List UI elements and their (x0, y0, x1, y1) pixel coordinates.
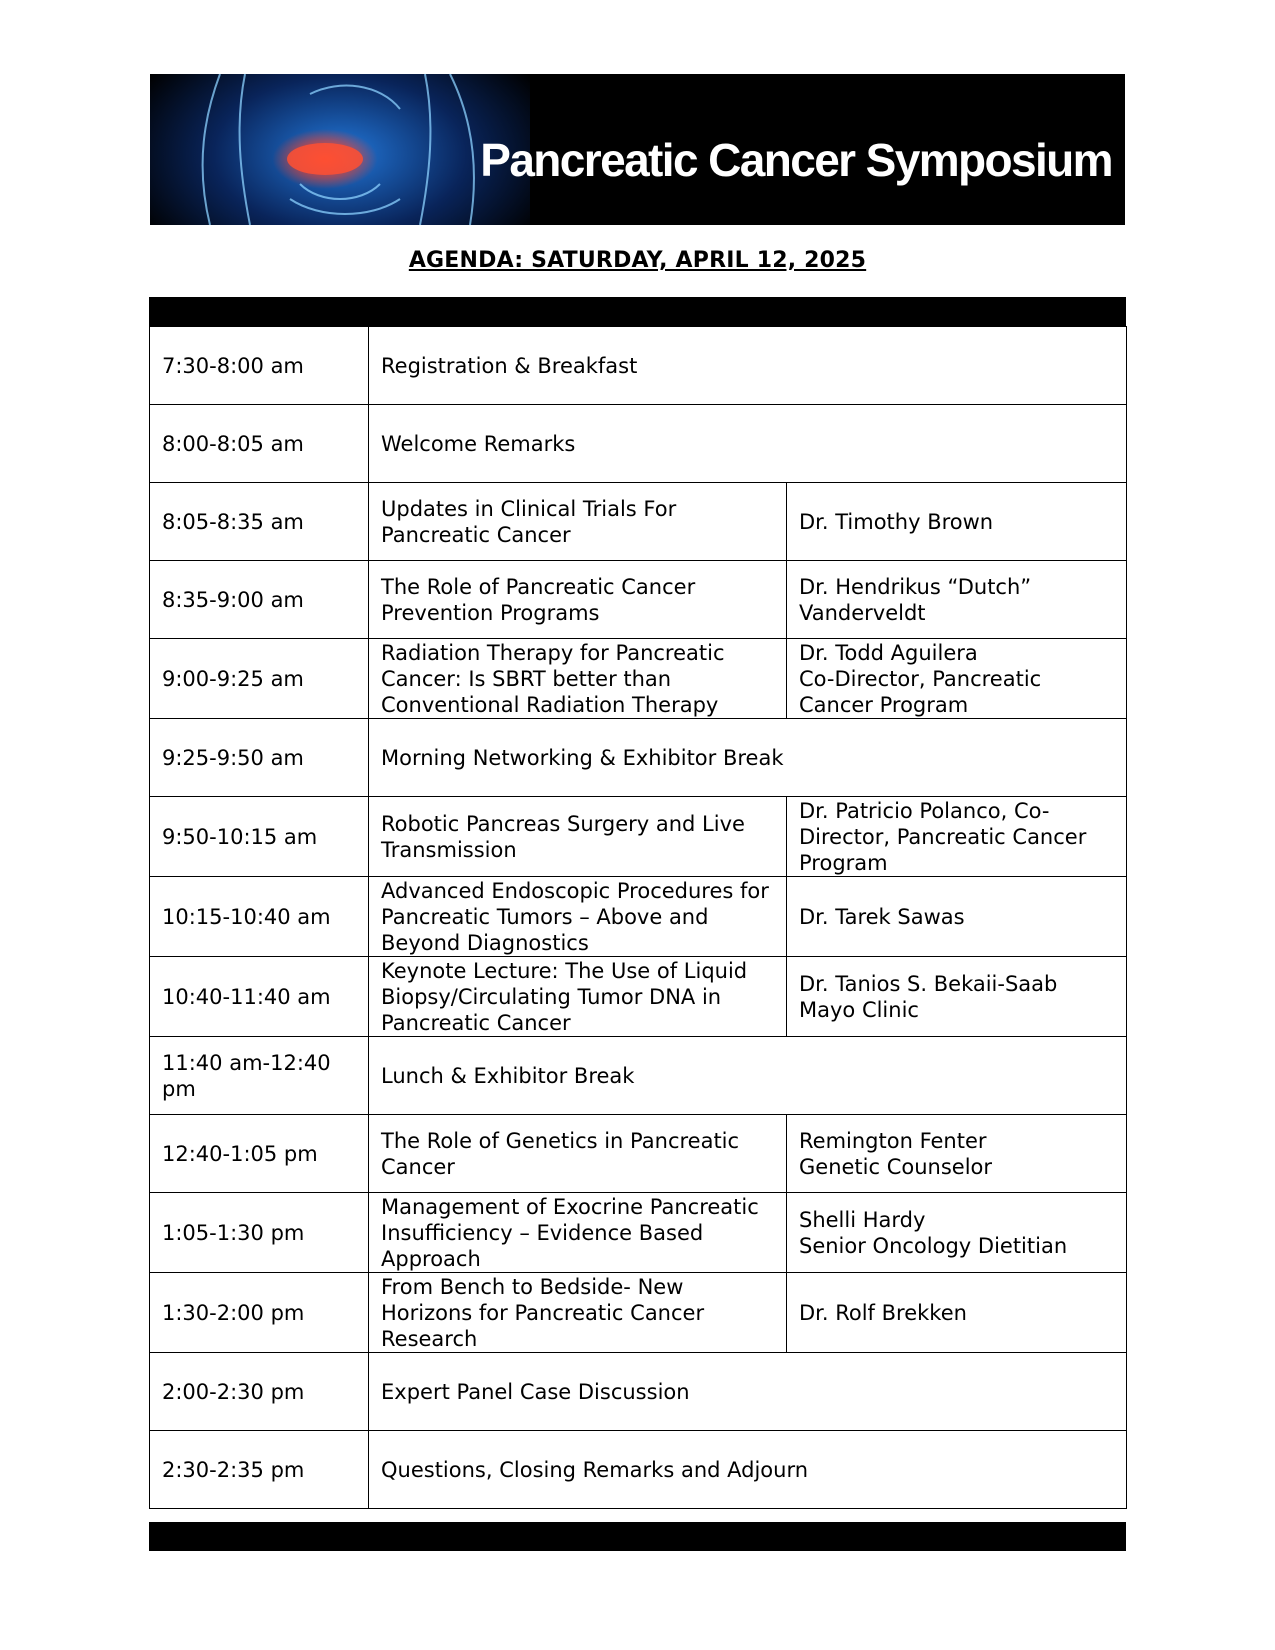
session-topic: Morning Networking & Exhibitor Break (369, 719, 1127, 797)
session-topic: From Bench to Bedside- New Horizons for Pancreatic Cancer Research (369, 1273, 787, 1353)
session-speaker: Dr. Hendrikus “Dutch” Vanderveldt (787, 561, 1127, 639)
session-topic: Questions, Closing Remarks and Adjourn (369, 1431, 1127, 1509)
agenda-heading: AGENDA: SATURDAY, APRIL 12, 2025 (408, 248, 867, 273)
session-time: 8:00-8:05 am (150, 405, 369, 483)
session-topic: Expert Panel Case Discussion (369, 1353, 1127, 1431)
table-row (150, 561, 1127, 639)
session-topic: Registration & Breakfast (369, 327, 1127, 405)
session-topic: Welcome Remarks (369, 405, 1127, 483)
table-row (150, 1353, 1127, 1431)
session-topic: The Role of Pancreatic Cancer Prevention Programs (369, 561, 787, 639)
table-bottom-bar (149, 1522, 1126, 1551)
session-time: 2:30-2:35 pm (150, 1431, 369, 1509)
table-row (150, 1431, 1127, 1509)
session-speaker: Dr. Timothy Brown (787, 483, 1127, 561)
session-time: 12:40-1:05 pm (150, 1115, 369, 1193)
table-row (150, 327, 1127, 405)
session-time: 9:50-10:15 am (150, 797, 369, 877)
table-top-bar (149, 297, 1126, 326)
session-topic: Keynote Lecture: The Use of Liquid Biopsy/Circulating Tumor DNA in Pancreatic Cancer (369, 957, 787, 1037)
session-time: 8:05-8:35 am (150, 483, 369, 561)
banner-title: Pancreatic Cancer Symposium (480, 134, 1112, 186)
session-time: 1:30-2:00 pm (150, 1273, 369, 1353)
session-time: 11:40 am-12:40 pm (150, 1037, 369, 1115)
table-row (150, 719, 1127, 797)
session-time: 10:40-11:40 am (150, 957, 369, 1037)
table-row (150, 405, 1127, 483)
session-speaker: Dr. Todd Aguilera Co-Director, Pancreatic Cancer Program (787, 639, 1127, 719)
table-row (150, 1115, 1127, 1193)
session-time: 9:00-9:25 am (150, 639, 369, 719)
session-topic: Advanced Endoscopic Procedures for Pancreatic Tumors – Above and Beyond Diagnostics (369, 877, 787, 957)
session-speaker: Dr. Patricio Polanco, Co-Director, Pancreatic Cancer Program (787, 797, 1127, 877)
table-row (150, 1193, 1127, 1273)
session-speaker: Dr. Tanios S. Bekaii-Saab Mayo Clinic (787, 957, 1127, 1037)
table-row (150, 1273, 1127, 1353)
table-row (150, 797, 1127, 877)
session-topic: The Role of Genetics in Pancreatic Cancer (369, 1115, 787, 1193)
table-row (150, 877, 1127, 957)
table-row (150, 1037, 1127, 1115)
table-row (150, 957, 1127, 1037)
session-time: 8:35-9:00 am (150, 561, 369, 639)
session-speaker: Remington Fenter Genetic Counselor (787, 1115, 1127, 1193)
session-topic: Management of Exocrine Pancreatic Insufficiency – Evidence Based Approach (369, 1193, 787, 1273)
session-topic: Lunch & Exhibitor Break (369, 1037, 1127, 1115)
agenda-body (150, 327, 1127, 1509)
session-speaker: Dr. Tarek Sawas (787, 877, 1127, 957)
header-banner (150, 74, 1125, 225)
session-speaker: Shelli Hardy Senior Oncology Dietitian (787, 1193, 1127, 1273)
session-topic: Robotic Pancreas Surgery and Live Transmission (369, 797, 787, 877)
agenda-table (149, 326, 1127, 1509)
session-time: 10:15-10:40 am (150, 877, 369, 957)
session-topic: Updates in Clinical Trials For Pancreatic Cancer (369, 483, 787, 561)
session-time: 9:25-9:50 am (150, 719, 369, 797)
table-row (150, 483, 1127, 561)
session-time: 2:00-2:30 pm (150, 1353, 369, 1431)
session-topic: Radiation Therapy for Pancreatic Cancer: Is SBRT better than Conventional Radiation Therapy (369, 639, 787, 719)
table-row (150, 639, 1127, 719)
session-time: 7:30-8:00 am (150, 327, 369, 405)
session-time: 1:05-1:30 pm (150, 1193, 369, 1273)
session-speaker: Dr. Rolf Brekken (787, 1273, 1127, 1353)
